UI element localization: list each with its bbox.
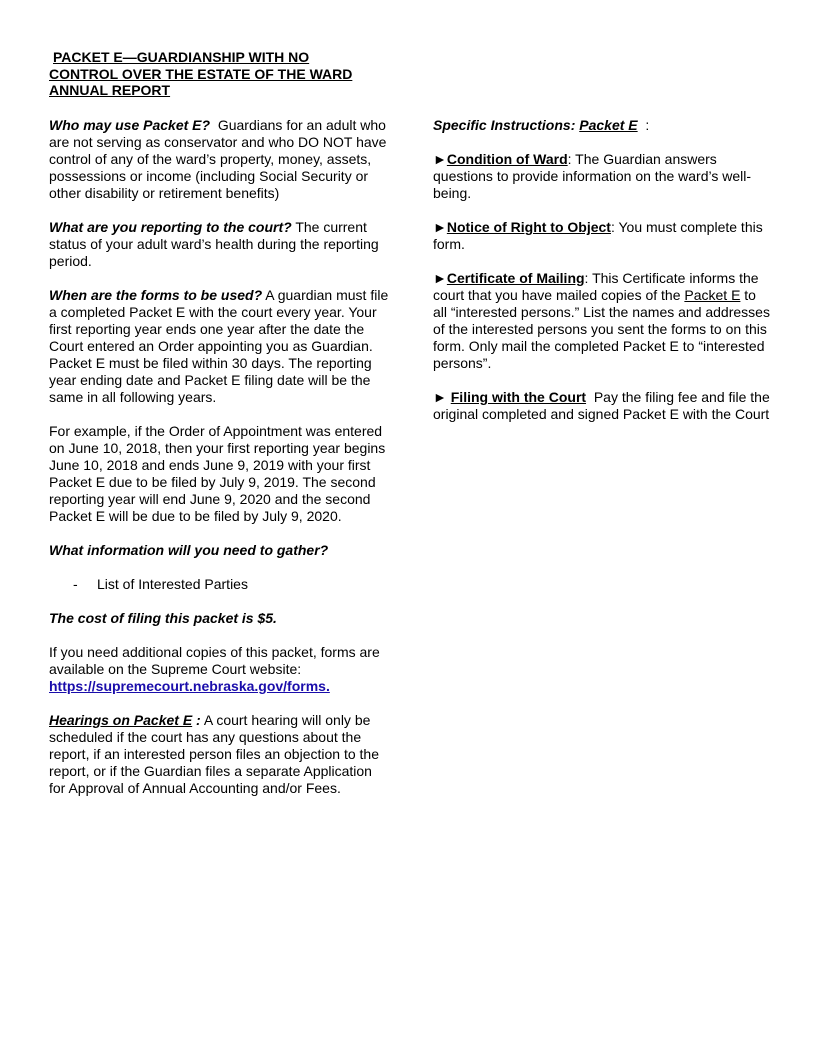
filing-body: Pay the filing fee and file the original completed and signed Packet E with the Court bbox=[433, 389, 770, 422]
arrow-bullet-icon: ► bbox=[433, 151, 447, 167]
hearings-paragraph bbox=[49, 712, 389, 797]
list-item bbox=[49, 576, 389, 593]
hearings-label: Hearings on Packet E bbox=[49, 712, 193, 728]
when-used-question: When are the forms to be used? bbox=[49, 287, 263, 303]
filing-paragraph bbox=[433, 389, 773, 423]
what-reporting-body: The current status of your adult ward’s health during the reporting period. bbox=[49, 219, 379, 269]
certificate-paragraph bbox=[433, 270, 773, 372]
certificate-body-2: to all “interested persons.” List the names and addresses of the interested persons you sent the forms to on this form. Only mail the completed Packet E to “interested persons”. bbox=[433, 287, 770, 371]
notice-label: Notice of Right to Object bbox=[446, 219, 611, 235]
specific-instructions-heading bbox=[433, 117, 773, 134]
arrow-bullet-icon: ► bbox=[433, 270, 447, 286]
copies-text: If you need additional copies of this packet, forms are available on the Supreme Court website: bbox=[49, 644, 380, 677]
specific-instructions-packet: Packet E bbox=[579, 117, 638, 133]
notice-paragraph bbox=[433, 219, 773, 253]
forms-website-link[interactable]: https://supremecourt.nebraska.gov/forms. bbox=[49, 678, 330, 694]
condition-of-ward-paragraph bbox=[433, 151, 773, 202]
condition-of-ward-label: Condition of Ward bbox=[446, 151, 568, 167]
copies-paragraph bbox=[49, 644, 389, 695]
who-may-use-body: Guardians for an adult who are not serving as conservator and who DO NOT have control of any of the ward’s property, money, assets, possessions or income (including Social Security or other disability or retirement benefits) bbox=[49, 117, 387, 201]
when-used-paragraph bbox=[49, 287, 389, 406]
certificate-body-1: : This Certificate informs the court that you have mailed copies of the bbox=[433, 270, 759, 303]
title-line-1: PACKET E—GUARDIANSHIP WITH NO bbox=[53, 49, 310, 65]
when-used-body: A guardian must file a completed Packet E with the court every year. Your first reporting year ends one year after the date the Court entered an Order appointing you as Guardian. Packet E must be filed within 30 days. The reporting year ending date and Packet E filing date will be the same in all following years. bbox=[49, 287, 389, 405]
specific-instructions-colon: : bbox=[641, 117, 650, 133]
certificate-label: Certificate of Mailing bbox=[446, 270, 585, 286]
who-may-use-question: Who may use Packet E? bbox=[49, 117, 211, 133]
gather-question: What information will you need to gather? bbox=[49, 542, 329, 558]
what-reporting-paragraph bbox=[49, 219, 389, 270]
title-line-3: ANNUAL REPORT bbox=[49, 82, 171, 98]
list-item-text: List of Interested Parties bbox=[97, 576, 248, 592]
what-reporting-question: What are you reporting to the court? bbox=[49, 219, 292, 235]
specific-instructions-label: Specific Instructions: bbox=[433, 117, 576, 133]
example-paragraph: For example, if the Order of Appointment was entered on June 10, 2018, then your first reporting year begins June 10, 2018 and ends June 9, 2019 with your first Packet E due to be filed by July 9, 2019. The second reporting year will end June 9, 2020 and the second Packet E will be due to be filed by July 9, 2020. bbox=[49, 423, 386, 524]
certificate-packet: Packet E bbox=[684, 287, 741, 303]
hearings-body: A court hearing will only be scheduled if the court has any questions about the report, if an interested person files an objection to the report, or if the Guardian files a separate Application for Approval of Annual Accounting and/or Fees. bbox=[49, 712, 379, 796]
arrow-bullet-icon: ► bbox=[433, 389, 447, 405]
left-column bbox=[49, 117, 389, 814]
title-line-2: CONTROL OVER THE ESTATE OF THE WARD bbox=[49, 65, 353, 82]
who-may-use-paragraph bbox=[49, 117, 389, 202]
arrow-bullet-icon: ► bbox=[433, 219, 447, 235]
notice-body: : You must complete this form. bbox=[433, 219, 763, 252]
hearings-colon: : bbox=[192, 712, 201, 728]
page-title bbox=[49, 49, 389, 99]
condition-of-ward-body: : The Guardian answers questions to provide information on the ward’s well-being. bbox=[433, 151, 752, 201]
filing-label: Filing with the Court bbox=[450, 389, 587, 405]
right-column bbox=[433, 117, 773, 440]
list-bullet: - bbox=[73, 576, 78, 592]
cost-statement: The cost of filing this packet is $5. bbox=[49, 610, 277, 626]
